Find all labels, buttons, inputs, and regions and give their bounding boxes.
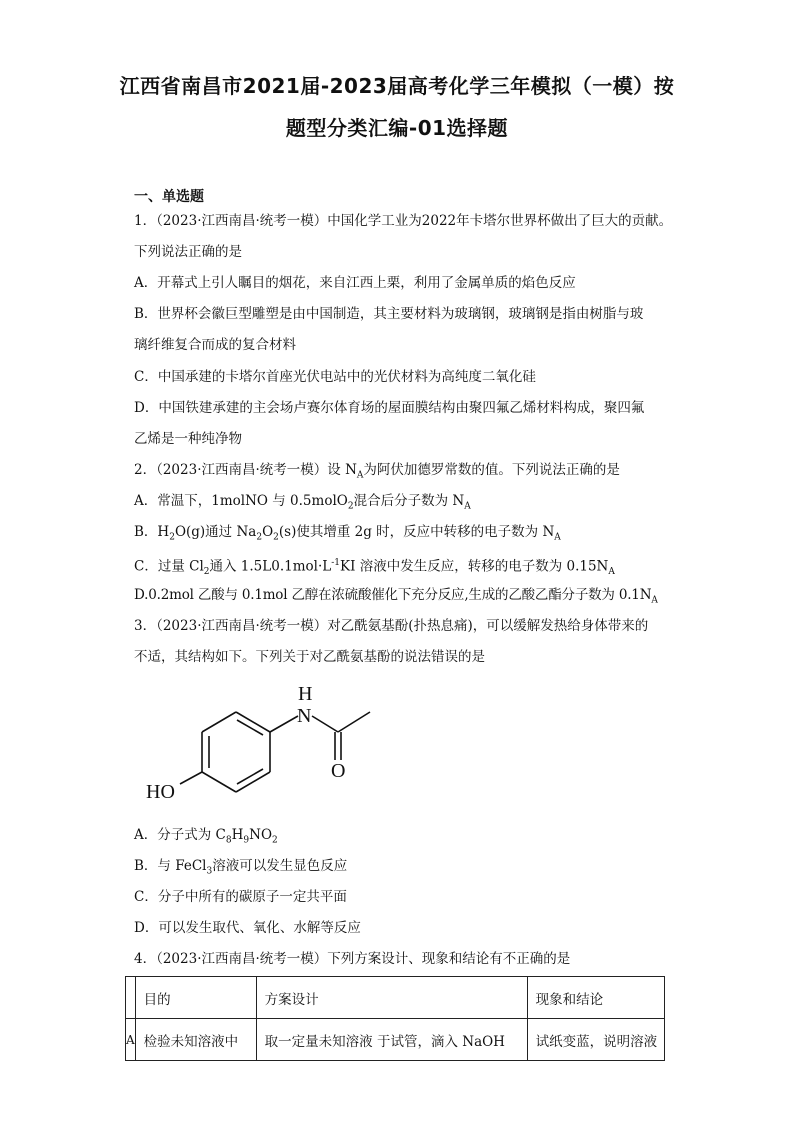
table-cell: 试纸变蓝，说明溶液 <box>527 1019 664 1061</box>
q2-option-a: A．常温下，1molNO 与 0.5molO$_2$混合后分子数为 $N_A$ <box>134 493 471 512</box>
q1-option-d-line-2: 乙烯是一种纯净物 <box>134 431 242 447</box>
q1-option-b-line-1: B．世界杯会徽巨型雕塑是由中国制造，其主要材料为玻璃钢，玻璃钢是指由树脂与玻 <box>134 306 644 322</box>
q4-options-table <box>125 976 665 1061</box>
q1-stem-line-2: 下列说法正确的是 <box>134 244 242 260</box>
q2-option-c: C．过量 $Cl_2$通入 $1.5L0.1mol\cdot L^{-1}KI$ 溶液中发生反应，转移的电子数为 $0.15N_A$ <box>134 558 615 578</box>
q3-option-b: B．与 FeCl$_3$溶液可以发生显色反应 <box>134 858 348 877</box>
table-header-cell: 目的 <box>135 977 256 1019</box>
table-header-cell <box>126 977 136 1019</box>
atom-h: H <box>298 683 313 705</box>
q2-option-d: D.0.2mol 乙酸与 0.1mol 乙醇在浓硫酸催化下充分反应,生成的乙酸乙酯分子数为 $0.1N_A$ <box>134 587 658 606</box>
table-cell: 取一定量未知溶液 于试管，滴入 NaOH <box>256 1019 527 1061</box>
section-heading: 一、单选题 <box>134 189 204 205</box>
q3-option-a: A．分子式为 $C_8H_9NO_2$ <box>134 827 278 846</box>
q2-stem: 2．（2023·江西南昌·统考一模）设 $N_A$为阿伏加德罗常数的值。下列说法正确的是 <box>134 462 620 481</box>
table-cell: 检验未知溶液中 <box>135 1019 256 1061</box>
q3-option-d: D．可以发生取代、氧化、水解等反应 <box>134 920 361 936</box>
q1-option-d-line-1: D．中国铁建承建的主会场卢赛尔体育场的屋面膜结构由聚四氟乙烯材料构成，聚四氟 <box>134 400 645 416</box>
q2-option-b: B．$H_2O(g)$通过 $Na_2O_2(s)$使其增重 2g 时，反应中转移的电子数为 $N_A$ <box>134 524 561 543</box>
q4-stem: 4．（2023·江西南昌·统考一模）下列方案设计、现象和结论有不正确的是 <box>134 951 571 967</box>
atom-n: N <box>297 705 312 727</box>
q1-option-c: C．中国承建的卡塔尔首座光伏电站中的光伏材料为高纯度二氧化硅 <box>134 369 536 385</box>
table-header-cell: 方案设计 <box>256 977 527 1019</box>
document-title-line-1: 江西省南昌市2021届-2023届高考化学三年模拟（一模）按 <box>119 74 675 98</box>
table-header-row <box>126 977 665 1019</box>
q3-stem-line-2: 不适，其结构如下。下列关于对乙酰氨基酚的说法错误的是 <box>134 649 485 665</box>
atom-o: O <box>331 760 346 782</box>
table-header-cell: 现象和结论 <box>527 977 664 1019</box>
table-row <box>126 1019 665 1061</box>
acetaminophen-structure <box>140 680 400 805</box>
document-title-line-2: 题型分类汇编-01选择题 <box>285 116 509 140</box>
q1-option-a: A．开幕式上引人瞩目的烟花，来自江西上栗，利用了金属单质的焰色反应 <box>134 275 576 291</box>
q1-stem-line-1: 1．（2023·江西南昌·统考一模）中国化学工业为2022年卡塔尔世界杯做出了巨大的贡献。 <box>134 213 673 229</box>
benzene-ring <box>202 712 270 792</box>
atom-ho: HO <box>146 781 175 803</box>
table-cell: A <box>126 1019 136 1061</box>
q3-stem-line-1: 3．（2023·江西南昌·统考一模）对乙酰氨基酚(扑热息痛)，可以缓解发热给身体带来的 <box>134 618 649 634</box>
q1-option-b-line-2: 璃纤维复合而成的复合材料 <box>134 337 296 353</box>
q3-option-c: C．分子中所有的碳原子一定共平面 <box>134 889 347 905</box>
